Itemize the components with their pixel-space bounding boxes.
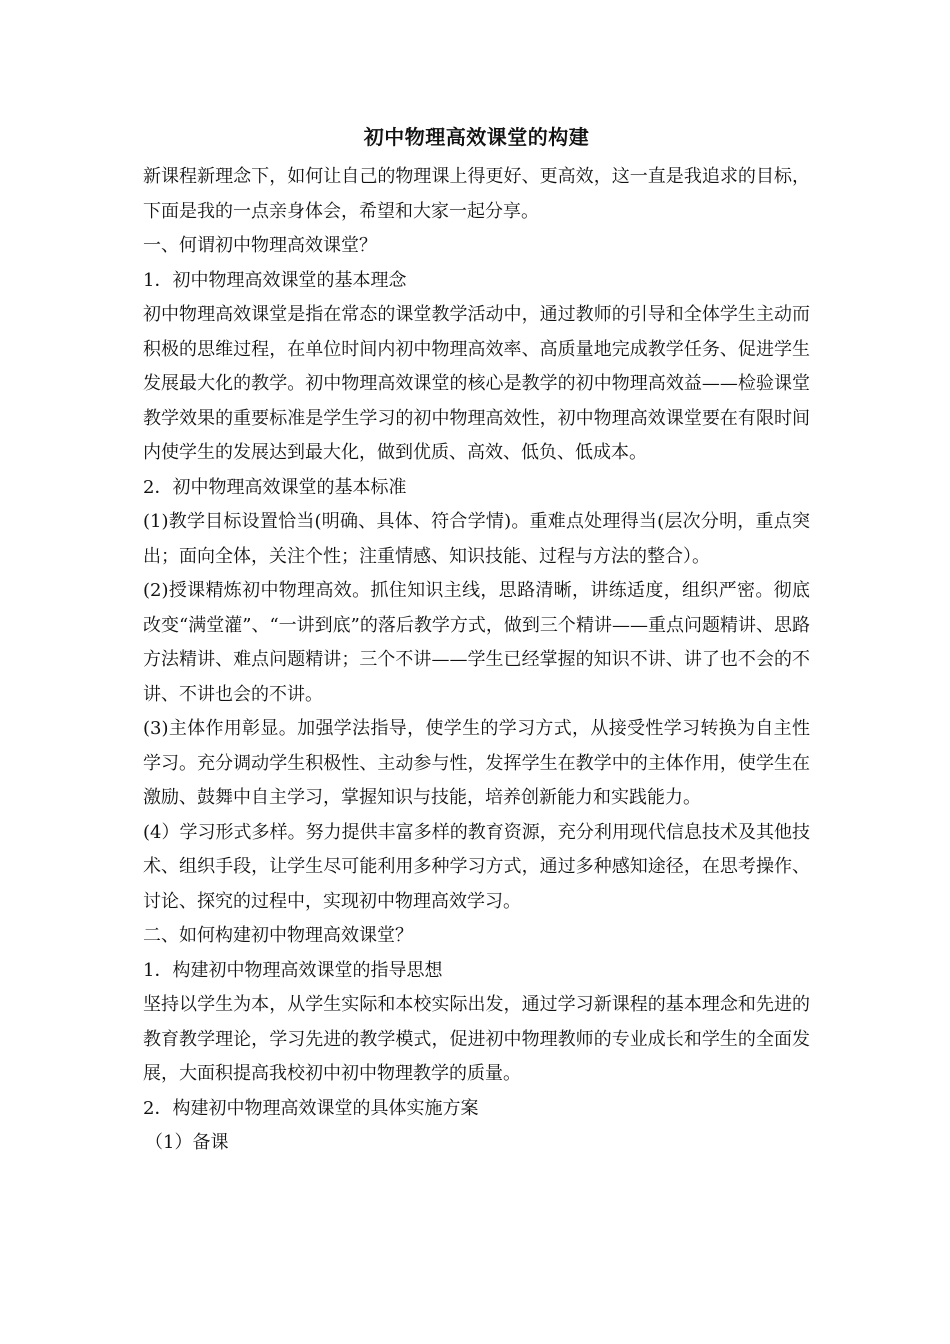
list-item-prep: （1）备课 bbox=[145, 1132, 229, 1153]
section-heading-1: 一、何谓初中物理高效课堂？ bbox=[143, 235, 377, 256]
list-item-standard-4: (4）学习形式多样。努力提供丰富多样的教育资源，充分利用现代信息技术及其他技术、组织手段，让学生尽可能利用多种学习方式，通过多种感知途径，在思考操作、讨论、探究的过程中，实现初中物理高效学习。 bbox=[143, 821, 810, 912]
section-heading-2: 二、如何构建初中物理高效课堂？ bbox=[143, 925, 413, 946]
document-title: 初中物理高效课堂的构建 bbox=[363, 125, 590, 149]
subsection-heading-1-1: 1．初中物理高效课堂的基本理念 bbox=[143, 269, 407, 291]
body-paragraph: 坚持以学生为本，从学生实际和本校实际出发，通过学习新课程的基本理念和先进的教育教学理论，学习先进的教学模式，促进初中物理教师的专业成长和学生的全面发展，大面积提高我校初中初中物理教学的质量。 bbox=[143, 994, 810, 1084]
body-paragraph: 初中物理高效课堂是指在常态的课堂教学活动中，通过教师的引导和全体学生主动而积极的思维过程，在单位时间内初中物理高效率、高质量地完成教学任务、促进学生发展最大化的教学。初中物理高效课堂的核心是教学的初中物理高效益——检验课堂教学效果的重要标准是学生学习的初中物理高效性，初中物理高效课堂要在有限时间内使学生的发展达到最大化，做到优质、高效、低负、低成本。 bbox=[143, 304, 810, 463]
intro-paragraph: 新课程新理念下，如何让自己的物理课上得更好、更高效，这一直是我追求的目标，下面是我的一点亲身体会，希望和大家一起分享。 bbox=[143, 166, 810, 222]
document-body bbox=[143, 118, 810, 1161]
subsection-heading-2-1: 1．构建初中物理高效课堂的指导思想 bbox=[143, 959, 443, 981]
list-item-standard-2: (2)授课精炼初中物理高效。抓住知识主线，思路清晰，讲练适度，组织严密。彻底改变“满堂灌”、“一讲到底”的落后教学方式，做到三个精讲——重点问题精讲、思路方法精讲、难点问题精讲；三个不讲——学生已经掌握的知识不讲、讲了也不会的不讲、不讲也会的不讲。 bbox=[143, 580, 810, 705]
subsection-heading-2-2: 2．构建初中物理高效课堂的具体实施方案 bbox=[143, 1097, 479, 1119]
list-item-standard-1: (1)教学目标设置恰当(明确、具体、符合学情)。重难点处理得当(层次分明，重点突出；面向全体，关注个性；注重情感、知识技能、过程与方法的整合）。 bbox=[143, 511, 810, 567]
subsection-heading-1-2: 2．初中物理高效课堂的基本标准 bbox=[143, 476, 407, 498]
list-item-standard-3: (3)主体作用彰显。加强学法指导，使学生的学习方式，从接受性学习转换为自主性学习。充分调动学生积极性、主动参与性，发挥学生在教学中的主体作用，使学生在激励、鼓舞中自主学习，掌握知识与技能，培养创新能力和实践能力。 bbox=[143, 718, 810, 808]
